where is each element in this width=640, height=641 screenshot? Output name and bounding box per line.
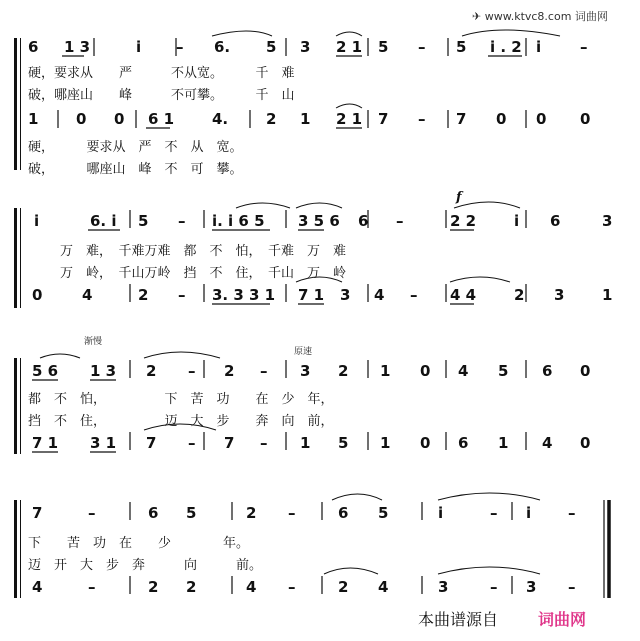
note: – (410, 286, 418, 304)
note: 2 2 (450, 212, 477, 230)
note: i (536, 38, 542, 56)
note: i (514, 212, 520, 230)
lyric-line: 万 岭， 千山万岭 挡 不 住， 千山 万 岭 (60, 266, 347, 281)
note: 2 (514, 286, 525, 304)
note: 5 (138, 212, 149, 230)
note: 2 1 (336, 38, 363, 56)
lyric-line: 硬， 要求从 严 不 从 宽。 (28, 140, 243, 155)
note: 3 (602, 212, 613, 230)
lyric-line: 挡 不 住， 迈 大 步 奔 向 前， (28, 414, 334, 429)
tempo-marking: 渐慢 (84, 337, 103, 347)
note: 0 (536, 110, 547, 128)
note: 4 (378, 578, 389, 596)
note: 2 (138, 286, 149, 304)
note: 6 (148, 504, 159, 522)
note: 6 (550, 212, 561, 230)
lyric-line: 万 难， 千难万难 都 不 怕， 千难 万 难 (60, 244, 347, 259)
note: 2 (224, 362, 235, 380)
note: i. i 6 5 (212, 212, 265, 230)
watermark-logo-icon: ✈ (472, 10, 482, 23)
note: 5 (378, 504, 389, 522)
note: – (568, 504, 576, 522)
note: 2 1 (336, 110, 363, 128)
note: 0 (580, 362, 591, 380)
note: 5 (186, 504, 197, 522)
note: – (418, 38, 426, 56)
note: 0 (496, 110, 507, 128)
lyric-line: 都 不 怕， 下 苦 功 在 少 年， (28, 392, 334, 407)
note: 5 6 (32, 362, 59, 380)
note: 1 (300, 434, 311, 452)
note: 4 (542, 434, 553, 452)
tempo-marking: 原速 (294, 347, 313, 357)
lyric-line: 迈 开 大 步 奔 向 前。 (28, 558, 263, 573)
note: 6 1 (148, 110, 175, 128)
note: 3 (300, 362, 311, 380)
note: 1 3 (64, 38, 91, 56)
note: 2 (338, 578, 349, 596)
note: 3 (438, 578, 449, 596)
note: 0 (420, 362, 431, 380)
note: 3 (526, 578, 537, 596)
note: 7 1 (32, 434, 59, 452)
note: 5 (338, 434, 349, 452)
note: 0 (114, 110, 125, 128)
note: – (396, 212, 404, 230)
note: 5 (456, 38, 467, 56)
note: 2 (246, 504, 257, 522)
note: 7 (146, 434, 157, 452)
slurs (40, 30, 560, 574)
note: 4 (82, 286, 93, 304)
note: – (568, 578, 576, 596)
note: i (438, 504, 444, 522)
note: 7 1 (298, 286, 325, 304)
note: – (178, 286, 186, 304)
watermark-text: www.ktvc8.com 词曲网 (484, 10, 608, 23)
bar-lines (58, 38, 526, 594)
note: – (88, 504, 96, 522)
note: 6. i (90, 212, 117, 230)
note: 6. (214, 38, 231, 56)
note: 5 (378, 38, 389, 56)
note: 2 (266, 110, 277, 128)
note: 3 5 6 (298, 212, 340, 230)
note: 5 (266, 38, 277, 56)
note: 6 (28, 38, 39, 56)
note: 3 1 (90, 434, 117, 452)
note: 5 (498, 362, 509, 380)
note: 0 (580, 110, 591, 128)
note: 4 4 (450, 286, 477, 304)
note: i (136, 38, 142, 56)
note: – (490, 578, 498, 596)
note: 7 (456, 110, 467, 128)
note: 1 3 (90, 362, 117, 380)
note: 4 (374, 286, 385, 304)
note: – (288, 578, 296, 596)
note: – (490, 504, 498, 522)
lyric-line: 硬，要求从 严 不从宽。 千 难 (28, 66, 295, 81)
lyric-line: 破，哪座山 峰 不可攀。 千 山 (28, 88, 295, 103)
note: 6 (458, 434, 469, 452)
note: i (526, 504, 532, 522)
note: – (176, 38, 184, 56)
note: – (88, 578, 96, 596)
note: 3 (300, 38, 311, 56)
note: 1 (28, 110, 39, 128)
note: 3 (340, 286, 351, 304)
note: i . 2 (490, 38, 522, 56)
note: 3 (554, 286, 565, 304)
note: 7 (32, 504, 43, 522)
note: 0 (76, 110, 87, 128)
note: 1 (498, 434, 509, 452)
note: 4 (246, 578, 257, 596)
note: – (188, 434, 196, 452)
lyric-line: 破， 哪座山 峰 不 可 攀。 (28, 162, 243, 177)
note: 0 (32, 286, 43, 304)
footer-source-label: 本曲谱源自 (418, 610, 499, 629)
note: 4. (212, 110, 229, 128)
note: 2 (148, 578, 159, 596)
note: i (34, 212, 40, 230)
final-barline (604, 500, 609, 598)
note: 0 (420, 434, 431, 452)
dynamic-marking: f (456, 190, 462, 205)
note: – (288, 504, 296, 522)
note: 1 (300, 110, 311, 128)
note: – (418, 110, 426, 128)
note: 0 (580, 434, 591, 452)
note: 1 (380, 362, 391, 380)
footer-source (418, 607, 498, 630)
note: 7 (378, 110, 389, 128)
note: – (580, 38, 588, 56)
note: 7 (224, 434, 235, 452)
note: 4 (32, 578, 43, 596)
lyric-line: 下 苦 功 在 少 年。 (28, 536, 250, 551)
note: 1 (602, 286, 613, 304)
note: – (188, 362, 196, 380)
note: – (260, 434, 268, 452)
note: – (260, 362, 268, 380)
note: 2 (338, 362, 349, 380)
note: 2 (186, 578, 197, 596)
note: – (178, 212, 186, 230)
note: 6 (542, 362, 553, 380)
note: 2 (146, 362, 157, 380)
note: 3. 3 3 1 (212, 286, 276, 304)
note: 4 (458, 362, 469, 380)
footer-brand-link[interactable]: 词曲网 (538, 610, 587, 629)
note: 6 (338, 504, 349, 522)
note: 6 (358, 212, 369, 230)
note: 1 (380, 434, 391, 452)
